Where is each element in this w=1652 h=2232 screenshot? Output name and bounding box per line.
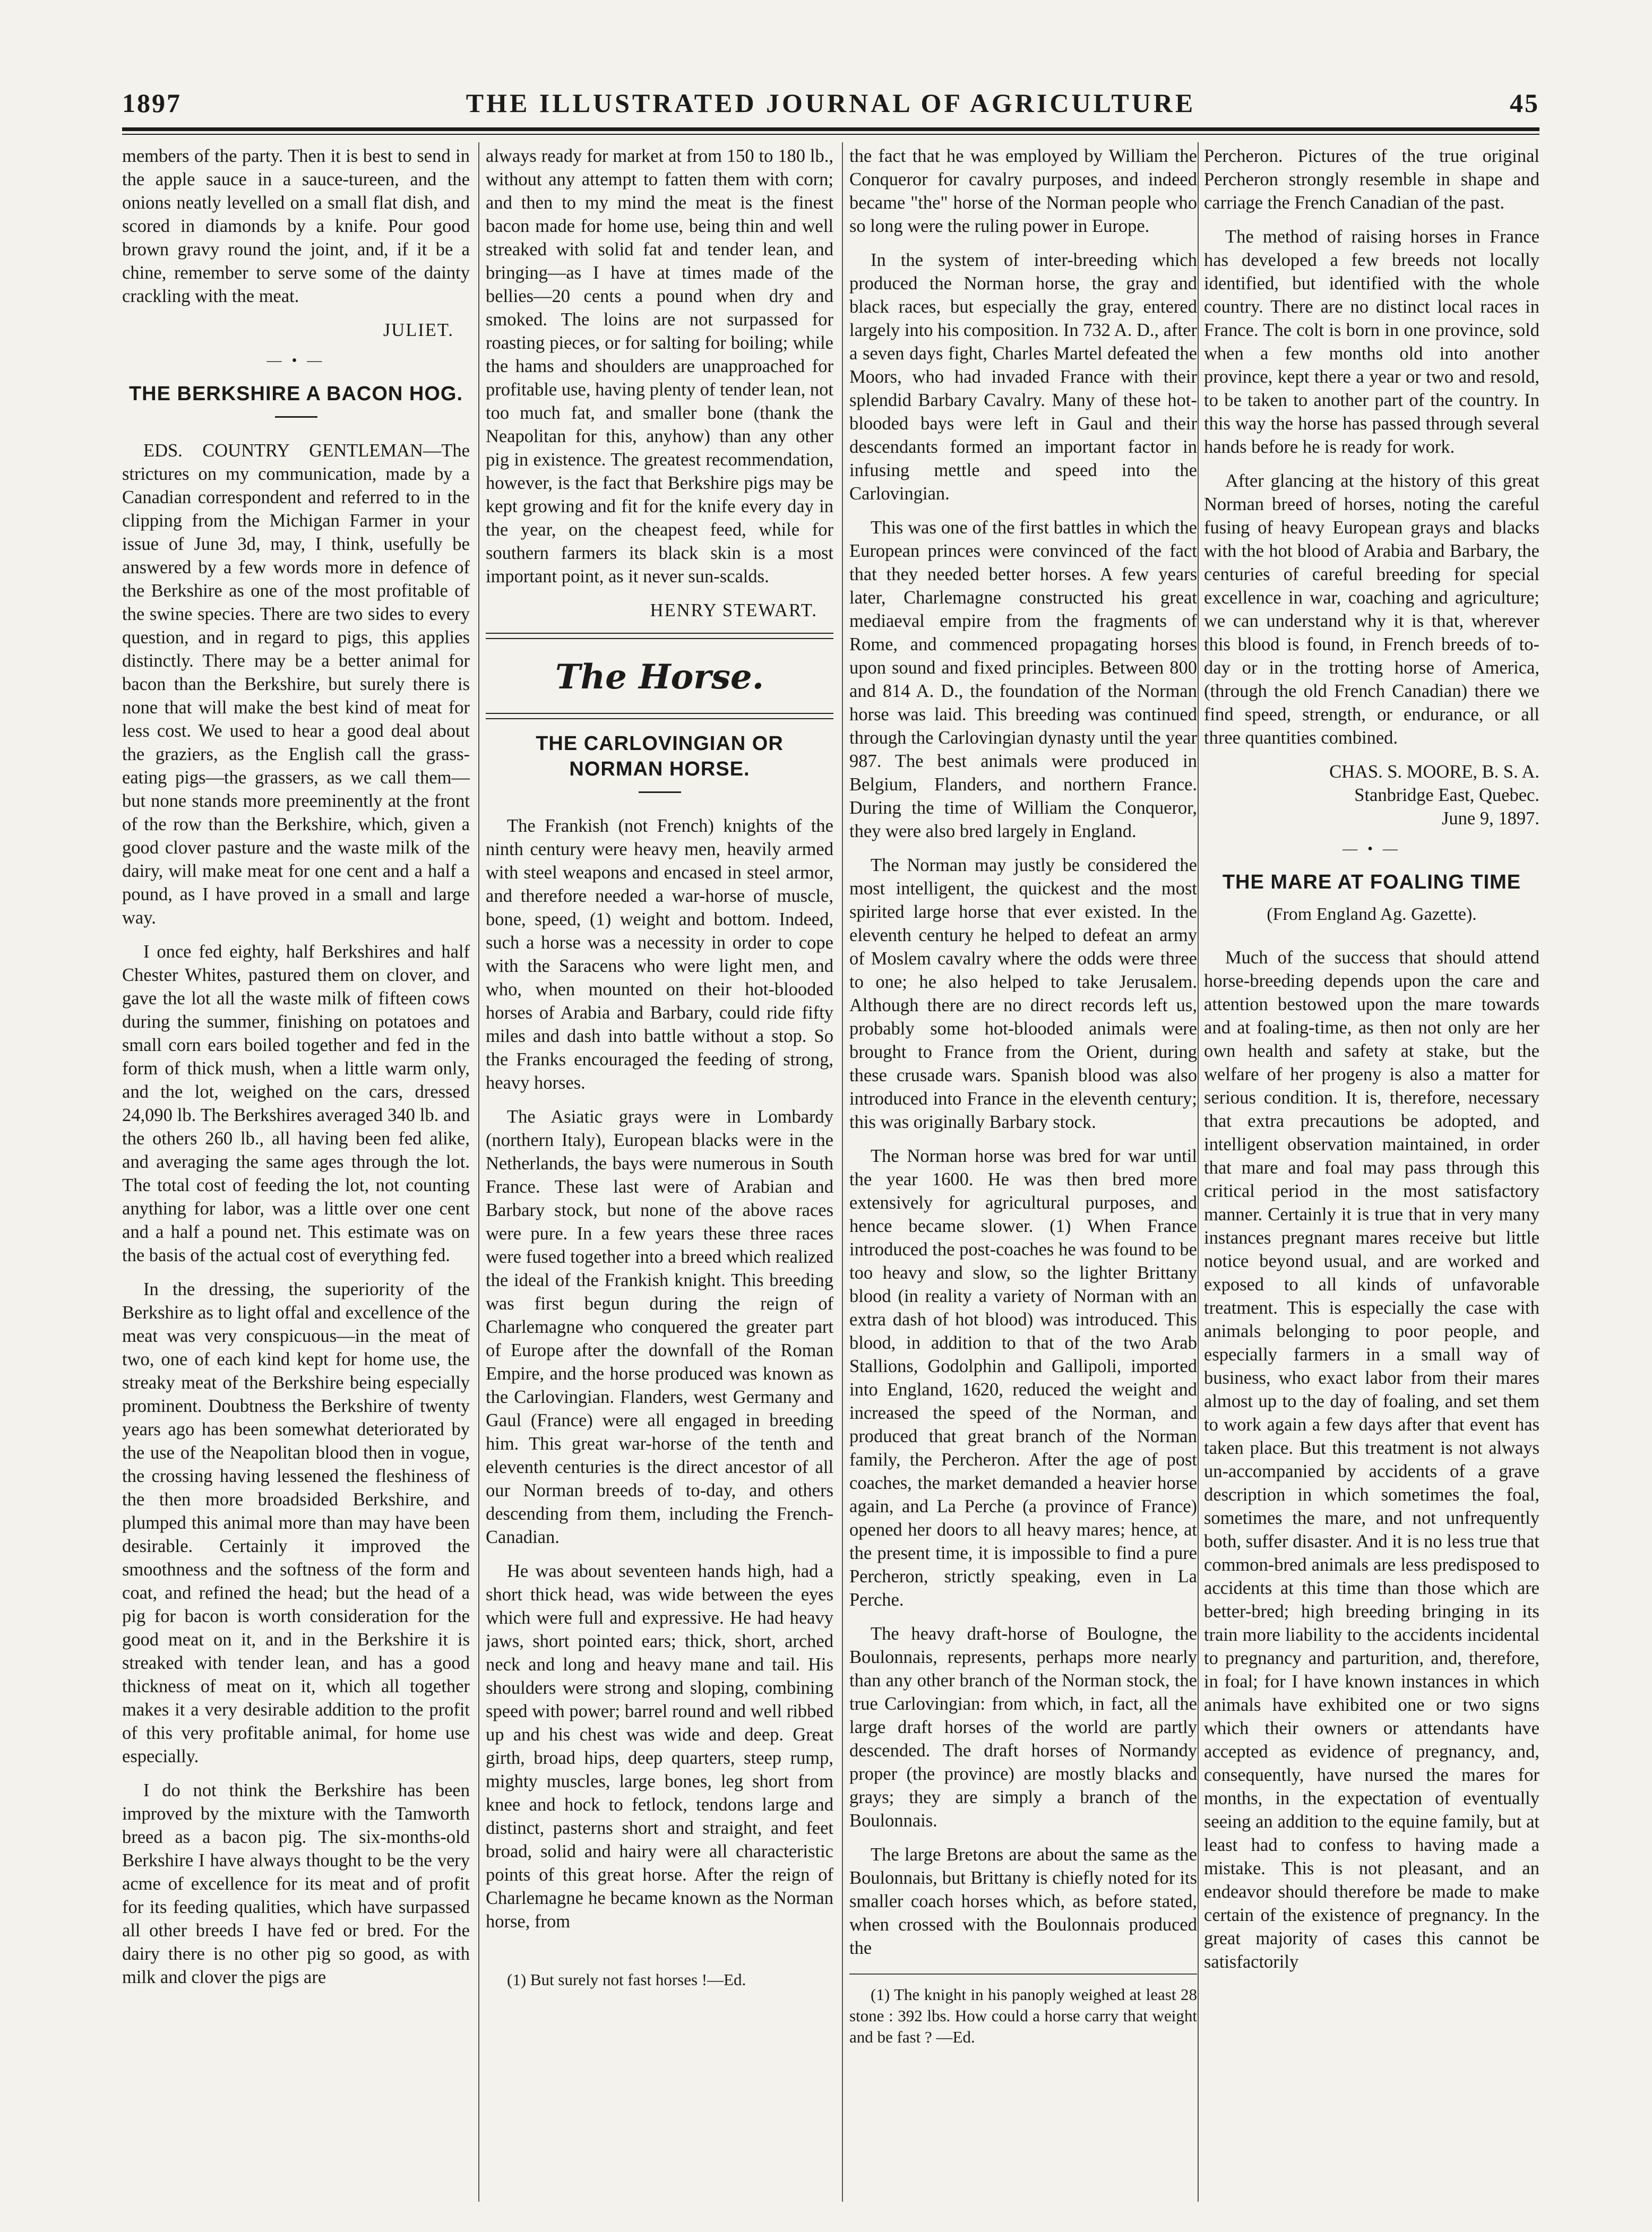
paragraph: The Norman horse was bred for war until the year 1600. He was then bred more extensively for agricultural purposes, and hence became slower. (1) When France introduced the post-coaches he was found to be too heavy and slow, so the lighter Brittany blood (in reality a variety of Norman with an extra dash of hot blood) was introduced. This blood, in addition to that of the two Arab Stallions, Godolphin and Gallipoli, imported into England, 1620, reduced the weight and increased the speed of the Norman, and produced that great branch of the Norman family, the Percheron. After the age of post coaches, the market demanded a heavier horse again, and La Perche (a province of France) opened her doors to all heavy mares; hence, at the present time, it is impossible to find a pure Percheron, strictly speaking, even in La Perche. [849, 1146, 1197, 1610]
footnote-rule [849, 1974, 1197, 1975]
column-divider [478, 142, 479, 2202]
journal-title: THE ILLUSTRATED JOURNAL OF AGRICULTURE [466, 88, 1196, 118]
article-heading-mare-foaling: THE MARE AT FOALING TIME [1222, 871, 1521, 893]
column-4 [1204, 144, 1539, 2204]
section-double-rule [486, 713, 833, 719]
signature-juliet: JULIET. [383, 320, 454, 340]
page-number: 45 [1510, 88, 1539, 118]
paragraph: He was about seventeen hands high, had a short thick head, was wide between the eyes which were full and expressive. He had heavy jaws, short pointed ears; thick, short, arched neck and long and heavy mane and tail. His shoulders were strong and sloping, combining speed with power; barrel round and well ribbed up and his chest was wide and deep. Great girth, broad hips, deep quarters, steep rump, mighty muscles, large bones, leg short from knee and hock to fetlock, tendons large and distinct, pasterns short and straight, and feet broad, solid and hairy were all characteristic points of this great horse. After the reign of Charlemagne he became known as the Norman horse, from [486, 1561, 833, 1932]
column-1 [122, 144, 470, 2204]
paragraph: This was one of the first battles in which the European princes were convinced of the fact that they needed better horses. A few years later, Charlemagne constructed his great mediaeval empire from the fragments of Rome, and commenced propagating horses upon sound and fixed principles. Between 800 and 814 A. D., the foundation of the Norman horse was laid. This breeding was continued through the Carlovingian dynasty until the year 987. The best animals were produced in Belgium, Flanders, and northern France. During the time of William the Conqueror, they were also bred largely in England. [849, 518, 1197, 841]
column-divider [842, 142, 843, 2202]
section-ornament: — • — [1343, 841, 1401, 857]
paragraph: Percheron. Pictures of the true original Percheron strongly resemble in shape and carriage the French Canadian of the past. [1204, 146, 1539, 213]
header-year: 1897 [122, 88, 182, 118]
paragraph: always ready for market at from 150 to 180 lb., without any attempt to fatten them with corn; and then to my mind the meat is the finest bacon made for home use, being thin and well streaked with solid fat and tender lean, and bringing—as I have at times made of the bellies—20 cents a pound when dry and smoked. The loins are not surpassed for roasting pieces, or for salting for boiling; while the hams and shoulders are unapproached for profitable use, having plenty of tender lean, not too much fat, and smaller bone (thank the Neapolitan for this, anyhow) than any other pig in existence. The greatest recommendation, however, is the fact that Berkshire pigs may be kept growing and fit for the knife every day in the year, on the cheapest feed, while for southern farmers its black skin is a most important point, as it never sun-scalds. [486, 146, 833, 587]
signature-date: June 9, 1897. [1442, 808, 1539, 829]
paragraph: EDS. COUNTRY GENTLEMAN—The strictures on my communication, made by a Canadian correspondent and referred to in the clipping from the Michigan Farmer in your issue of June 3d, may, I think, usefully be answered by a few words more in defence of the Berkshire as one of the most profitable of the swine species. There are two sides to every question, and in regard to pigs, this applies distinctly. There may be a better animal for bacon than the Berkshire, but surely there is none that will make the best kind of meat for less cost. We used to hear a good deal about the graziers, as the English call the grass-eating pigs—the grassers, as we call them—but none stands more preeminently at the front of the row than the Berkshire, which, given a good clover pasture and the waste milk of the dairy, will make meat for one cent and a half a pound, as I have proved in a small and large way. [122, 441, 470, 928]
page-header [122, 88, 1539, 125]
paragraph: Much of the success that should attend horse-breeding depends upon the care and attention bestowed upon the mare towards and at foaling-time, as then not only are her own health and safety at stake, but the welfare of her progeny is also a matter for serious condition. It is, therefore, necessary that extra precautions be adopted, and intelligent observation maintained, in order that mare and foal may pass through this critical period in the most satisfactory manner. Certainly it is true that in very many instances pregnant mares receive but little notice beyond usual, and are worked and exposed to all kinds of unfavorable treatment. This is especially the case with animals belonging to poor people, and especially farmers in a small way of business, who exact labor from their mares almost up to the day of foaling, and set them to work again a few days after that event has taken place. But this treatment is not always un-accompanied by accidents of a grave description in which sometimes the foal, sometimes the mare, and not unfrequently both, suffer disaster. And it is no less true that common-bred animals are less predisposed to accidents at this time than those which are better-bred; high breeding bringing in its train more liability to the accidents incidental to pregnancy and parturition, and, therefore, in foal; for I have known instances in which animals have exhibited one or two signs which their owners or attendants have accepted as evidence of pregnancy, and, consequently, have nursed the mares for months, in the expectation of eventually seeing an addition to the equine family, but at least had to confess to having made a mistake. This is not pleasant, and an endeavor should therefore be made to make certain of the existence of pregnancy. In the great majority of cases this cannot be satisfactorily [1204, 947, 1539, 1972]
article-heading-berkshire: THE BERKSHIRE A BACON HOG. [128, 383, 463, 405]
paragraph: I once fed eighty, half Berkshires and half Chester Whites, pastured them on clover, and gave the lot all the waste milk of fifteen cows during the summer, finishing on potatoes and small corn ears boiled together and fed in the form of thick mush, when a little warm only, and the lot, weighed on the cars, dressed 24,090 lb. The Berkshires averaged 340 lb. and the others 260 lb., all having been fed alike, and averaging the same ages through the lot. The total cost of feeding the lot, not counting anything for labor, was a little over one cent and a half a pound net. This estimate was on the basis of the actual cost of everything fed. [122, 942, 470, 1265]
paragraph: In the dressing, the superiority of the Berkshire as to light offal and excellence of the meat was very conspicuous—in the meat of two, one of each kind kept for home use, the streaky meat of the Berkshire being especially prominent. Doubtness the Berkshire of twenty years ago has been somewhat deteriorated by the use of the Neapolitan blood then in vogue, the crossing having lessened the fleshiness of the then more broadsided Berkshire, and plumped this animal more than may have been desirable. Certainly it improved the smoothness and the softness of the form and coat, and refined the head; but the head of a pig for bacon is worth consideration for the good meat on it, and in the Berkshire it is streaked with tender lean, and has a good thickness of meat on it, which all together makes it a very desirable addition to the profit of this very profitable animal, for home use especially. [122, 1279, 470, 1766]
paragraph: The Norman may justly be considered the most intelligent, the quickest and the most spirited large horse that ever existed. In the eleventh century he helped to defeat an army of Moslem cavalry where the odds were three to one; he also helped to take Jerusalem. Although there are no direct records left us, probably some hot-blooded animals were brought to France from the Orient, during these crusade wars. Spanish blood was also introduced into France in the eleventh century; this was originally Barbary stock. [849, 855, 1197, 1132]
article-heading-carlovingian: THE CARLOVINGIAN OR NORMAN HORSE. [536, 732, 784, 780]
signature-henry-stewart: HENRY STEWART. [650, 600, 818, 621]
paragraph: The large Bretons are about the same as the Boulonnais, but Brittany is chiefly noted for its smaller coach horses which, as before stated, when crossed with the Boulonnais produced the [849, 1845, 1197, 1958]
header-rule-thick [122, 127, 1539, 131]
footnote: (1) The knight in his panoply weighed at least 28 stone : 392 lbs. How could a horse carry that weight and be fast ? —Ed. [849, 1985, 1197, 2046]
paragraph: The heavy draft-horse of Boulogne, the Boulonnais, represents, perhaps more nearly than any other branch of the Norman stock, the true Carlovingian: from which, in fact, all the large draft horses of the world are partly descended. The draft horses of Normandy proper (the province) are mostly blacks and grays; they are simply a branch of the Boulonnais. [849, 1624, 1197, 1831]
paragraph: After glancing at the history of this great Norman breed of horses, noting the careful fusing of heavy European grays and blacks with the hot blood of Arabia and Barbary, the centuries of careful breeding for special excellence in war, coaching and agriculture; we can understand why it is that, wherever this blood is found, in French breeds of to-day or in the trotting horse of America, (through the old French Canadian) there we find speed, strength, or endurance, or all three quantities combined. [1204, 471, 1539, 748]
section-double-rule [486, 633, 833, 639]
paragraph: In the system of inter-breeding which produced the Norman horse, the gray and black races, but especially the gray, entered largely into his composition. In 732 A. D., after a seven days fight, Charles Martel defeated the Moors, who had invaded France with their splendid Barbary Cavalry. Many of these hot-blooded bays were left in Gaul and their descendants formed an important factor in infusing mettle and speed into the Carlovingian. [849, 250, 1197, 504]
heading-rule [275, 416, 317, 418]
column-3 [849, 144, 1197, 2204]
paragraph: The method of raising horses in France has developed a few breeds not locally identified, but identified with the whole country. There are no distinct local races in France. The colt is born in one province, sold when a few months old into another province, kept there a year or two and resold, to be taken to another part of the country. In this way the horse has passed through several hands before he is ready for work. [1204, 227, 1539, 457]
column-divider [1198, 142, 1199, 2202]
paragraph: The Frankish (not French) knights of the ninth century were heavy men, heavily armed with steel weapons and encased in steel armor, and therefore needed a war-horse of muscle, bone, speed, (1) weight and bottom. Indeed, such a horse was a necessity in order to cope with the Saracens who were light men, and who, when mounted on their hot-blooded horses of Arabia and Barbary, could ride fifty miles and dash into battle without a stop. So the Franks encouraged the feeding of strong, heavy horses. [486, 816, 833, 1093]
signature-place: Stanbridge East, Quebec. [1354, 785, 1539, 805]
article-source: (From England Ag. Gazette). [1267, 904, 1477, 924]
paragraph: members of the party. Then it is best to send in the apple sauce in a sauce-tureen, and the onions neatly levelled on a small flat dish, and scored in diamonds by a knife. Pour good brown gravy round the joint, and, if it be a chine, remember to serve some of the dainty crackling with the meat. [122, 146, 470, 306]
column-2 [486, 144, 833, 2204]
paragraph: the fact that he was employed by William the Conqueror for cavalry purposes, and indeed became "the" horse of the Norman people who so long were the ruling power in Europe. [849, 146, 1197, 236]
section-ornament: — • — [266, 352, 325, 369]
signature-name: CHAS. S. MOORE, B. S. A. [1329, 762, 1539, 782]
header-rule-thin [122, 134, 1539, 135]
paragraph: I do not think the Berkshire has been improved by the mixture with the Tamworth breed as a bacon pig. The six-months-old Berkshire I have always thought to be the very acme of excellence for its meat and of profit for its feeding qualities, which have surpassed all other breeds I have fed or bred. For the dairy there is no other pig so good, as with milk and clover the pigs are [122, 1780, 470, 1987]
paragraph: The Asiatic grays were in Lombardy (northern Italy), European blacks were in the Netherlands, the bays were numerous in South France. These last were of Arabian and Barbary stock, but none of the above races were pure. In a few years these three races were fused together into a breed which realized the ideal of the Frankish knight. This breeding was first begun during the reign of Charlemagne who conquered the greater part of Europe after the downfall of the Roman Empire, and the horse produced was known as the Carlovingian. Flanders, west Germany and Gaul (France) were all engaged in breeding him. This great war-horse of the tenth and eleventh centuries is the direct ancestor of all our Norman breeds of to-day, and others descending from them, including the French-Canadian. [486, 1107, 833, 1547]
department-heading-the-horse: The Horse. [555, 657, 764, 697]
footnote: (1) But surely not fast horses !—Ed. [507, 1970, 746, 1989]
heading-rule [639, 791, 681, 793]
